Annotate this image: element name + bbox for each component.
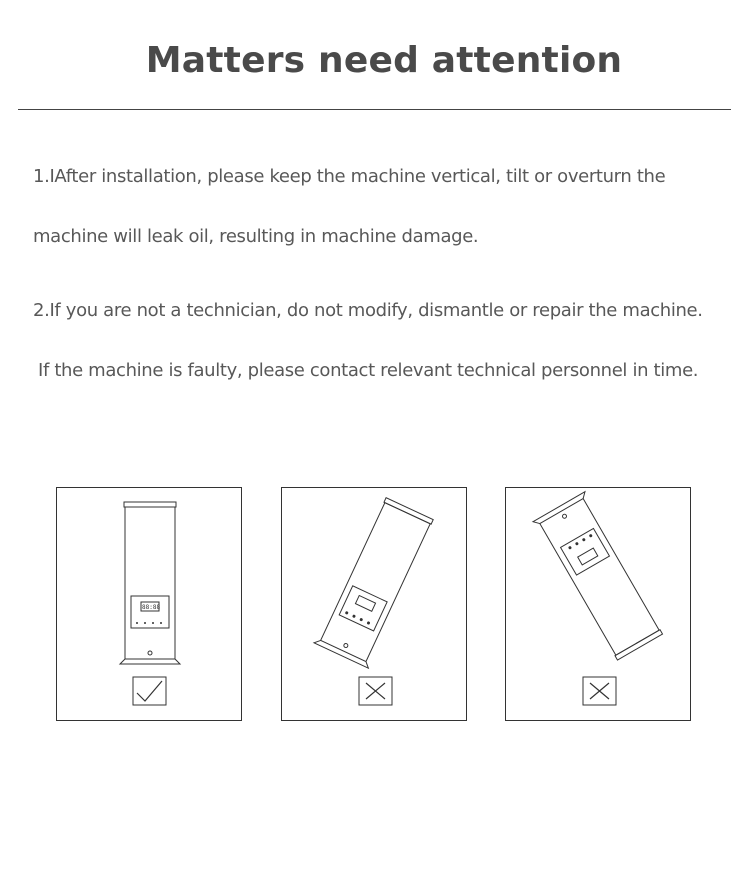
page-title: Matters need attention (145, 40, 623, 81)
machine-tilted-left-drawing (282, 488, 468, 722)
illustration-vertical-panel (56, 487, 242, 721)
svg-text:88:88: 88:88 (142, 604, 161, 611)
machine-vertical-drawing (57, 488, 243, 722)
illustration-tilted-right-panel (505, 487, 691, 721)
machine-tilted-right-drawing (506, 488, 692, 722)
note-1-line-2: machine will leak oil, resulting in machine damage. (33, 226, 479, 247)
note-1-line-1: 1.IAfter installation, please keep the machine vertical, tilt or overturn the (33, 166, 666, 187)
note-2-line-2: If the machine is faulty, please contact relevant technical personnel in time. (38, 360, 699, 381)
note-2-line-1: 2.If you are not a technician, do not modify, dismantle or repair the machine. (33, 300, 703, 321)
title-divider (18, 109, 731, 110)
illustration-tilted-left-panel (281, 487, 467, 721)
